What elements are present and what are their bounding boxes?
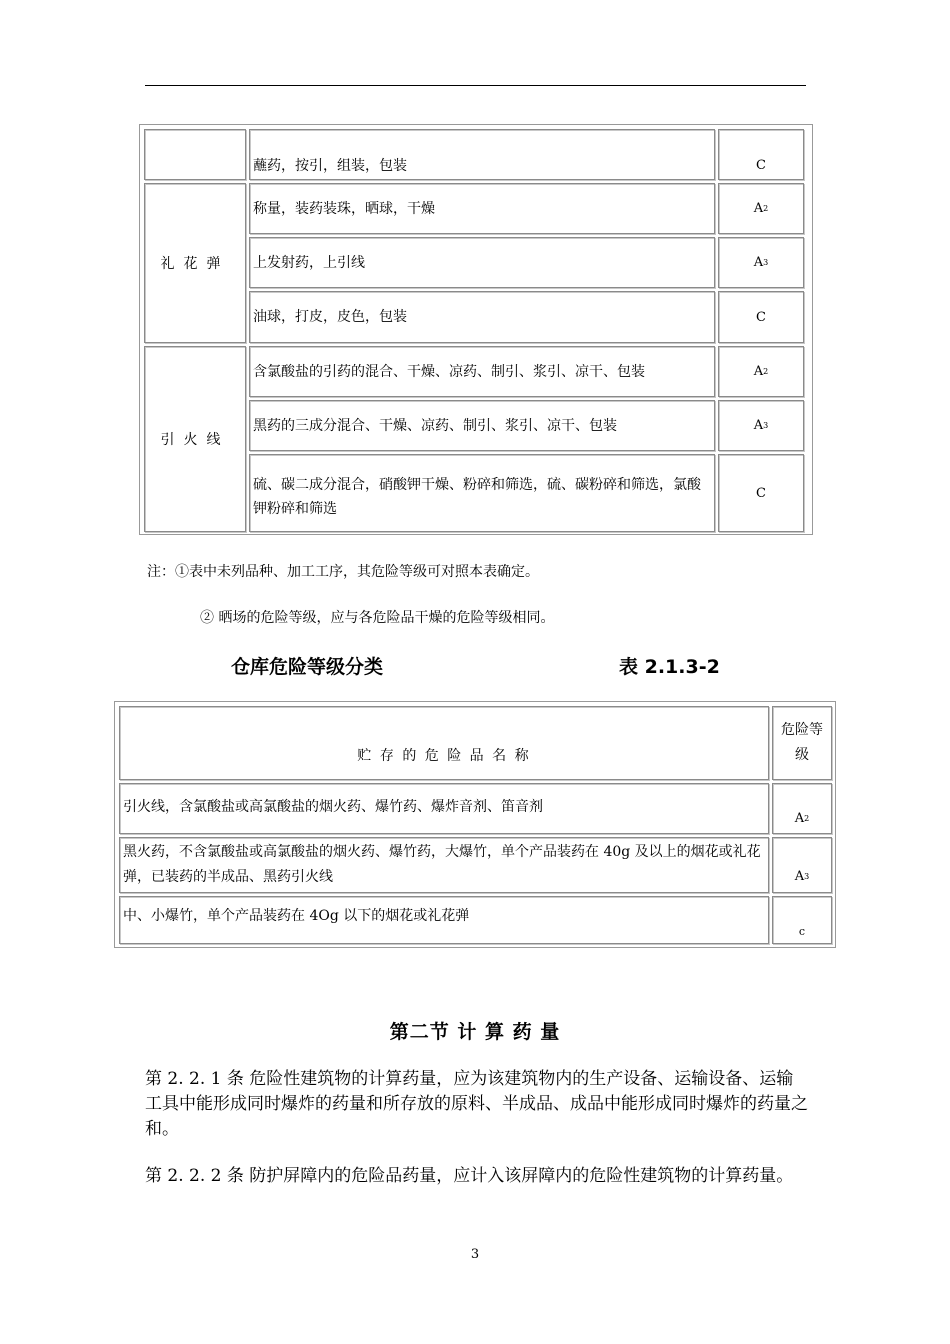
- group-cell-yinhuoxian: 引火线: [144, 346, 246, 532]
- storage-level-cell: A 3: [772, 837, 832, 893]
- section-heading: 第二节 计 算 药 量: [389, 1021, 561, 1043]
- process-cell: 蘸药，按引，组装，包装: [249, 129, 715, 180]
- process-cell: 含氯酸盐的引药的混合、干燥、凉药、制引、浆引、凉干、包装: [249, 346, 715, 397]
- table2-number: 表 2.1.3-2: [619, 656, 720, 678]
- level-cell: A 3: [718, 237, 804, 288]
- warehouse-hazard-table: [114, 701, 836, 948]
- group-cell-empty: [144, 129, 246, 180]
- storage-name-cell: 中、小爆竹，单个产品装药在 4Og 以下的烟花或礼花弹: [119, 896, 769, 944]
- level-cell: A 3: [718, 400, 804, 451]
- storage-level-cell: c: [772, 896, 832, 944]
- level-cell: A 2: [718, 346, 804, 397]
- process-hazard-table: [139, 124, 813, 535]
- process-cell: 黑药的三成分混合、干燥、凉药、制引、浆引、凉干、包装: [249, 400, 715, 451]
- storage-name-cell: 黑火药，不含氯酸盐或高氯酸盐的烟火药、爆竹药，大爆竹，单个产品装药在 40g 及以上的烟花或礼花弹，已装药的半成品、黑药引火线: [119, 837, 769, 893]
- table-note-2: ② 晒场的危险等级，应与各危险品干燥的危险等级相同。: [200, 610, 555, 626]
- process-cell: 称量，装药装珠，晒球，干燥: [249, 183, 715, 234]
- level-cell: C: [718, 129, 804, 180]
- clause-2-2-1: 第 2. 2. 1 条 危险性建筑物的计算药量，应为该建筑物内的生产设备、运输设备、运输工具中能形成同时爆炸的药量和所存放的原料、半成品、成品中能形成同时爆炸的药量之和。: [145, 1069, 808, 1139]
- table2-title: 仓库危险等级分类: [231, 656, 384, 678]
- level-cell: C: [718, 291, 804, 343]
- level-cell: A 2: [718, 183, 804, 234]
- header-level-cell: 危险等级: [772, 706, 832, 780]
- page-number: 3: [470, 1247, 480, 1262]
- clause-2-2-2: 第 2. 2. 2 条 防护屏障内的危险品药量，应计入该屏障内的危险性建筑物的计算药量。: [145, 1166, 794, 1186]
- process-cell: 硫、碳二成分混合，硝酸钾干燥、粉碎和筛选，硫、碳粉碎和筛选，氯酸钾粉碎和筛选: [249, 454, 715, 532]
- process-cell: 油球，打皮，皮色，包装: [249, 291, 715, 343]
- header-rule: [145, 85, 806, 86]
- level-cell: C: [718, 454, 804, 532]
- storage-name-cell: 引火线，含氯酸盐或高氯酸盐的烟火药、爆竹药、爆炸音剂、笛音剂: [119, 783, 769, 834]
- table-note-1: 注：①表中未列品种、加工工序，其危险等级可对照本表确定。: [147, 564, 539, 580]
- process-cell: 上发射药，上引线: [249, 237, 715, 288]
- group-cell-lihuadan: 礼花弹: [144, 183, 246, 343]
- storage-level-cell: A 2: [772, 783, 832, 834]
- header-name-cell: 贮 存 的 危 险 品 名 称: [119, 706, 769, 780]
